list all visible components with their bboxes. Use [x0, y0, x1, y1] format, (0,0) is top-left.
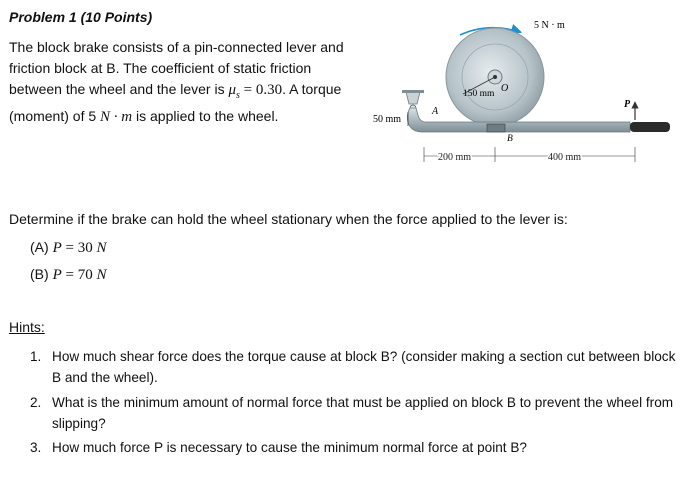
problem-title: Problem 1 (10 Points) — [9, 9, 153, 25]
intro-line-1: The block brake consists of a pin-connected lever and — [9, 39, 344, 55]
force-label: P — [624, 99, 631, 110]
hint-2: 2. What is the minimum amount of normal force that must be applied on block B to prevent the wheel from slipping? — [30, 395, 674, 431]
brake-figure — [360, 10, 690, 178]
hint-1: 1. How much shear force does the torque cause at block B? (consider making a section cut between block B and the wheel). — [30, 349, 676, 385]
intro-line-4: (moment) of 5 N · m is applied to the wheel. — [9, 107, 279, 125]
friction-block — [487, 124, 505, 132]
torque-label: 5 N · m — [534, 20, 565, 31]
dim1-label: 200 mm — [438, 152, 472, 163]
dim2-label: 400 mm — [548, 152, 582, 163]
mu-symbol: μ — [228, 82, 237, 98]
problem-statement — [9, 37, 369, 128]
pin-label: A — [432, 106, 439, 117]
height-label: 50 mm — [373, 114, 402, 125]
pin-support — [406, 92, 420, 104]
radius-label: 150 mm — [463, 89, 495, 99]
option-b: (B) P = 70 N — [30, 266, 107, 283]
hint-3: 3. How much force P is necessary to cause the minimum normal force at point B? — [30, 440, 527, 455]
hints-heading: Hints: — [9, 319, 45, 335]
question-text: Determine if the brake can hold the wheel stationary when the force applied to the lever is: — [9, 211, 568, 227]
pin-base — [402, 90, 424, 93]
center-label: O — [501, 83, 509, 94]
option-a: (A) P = 30 N — [30, 239, 107, 256]
intro-line-3: between the wheel and the lever is $\mu_s = 0.30$. A torque — [9, 81, 342, 101]
lever-handle — [630, 122, 670, 132]
intro-line-2: friction block at B. The coefficient of static friction — [9, 60, 312, 76]
block-label: B — [507, 134, 513, 144]
